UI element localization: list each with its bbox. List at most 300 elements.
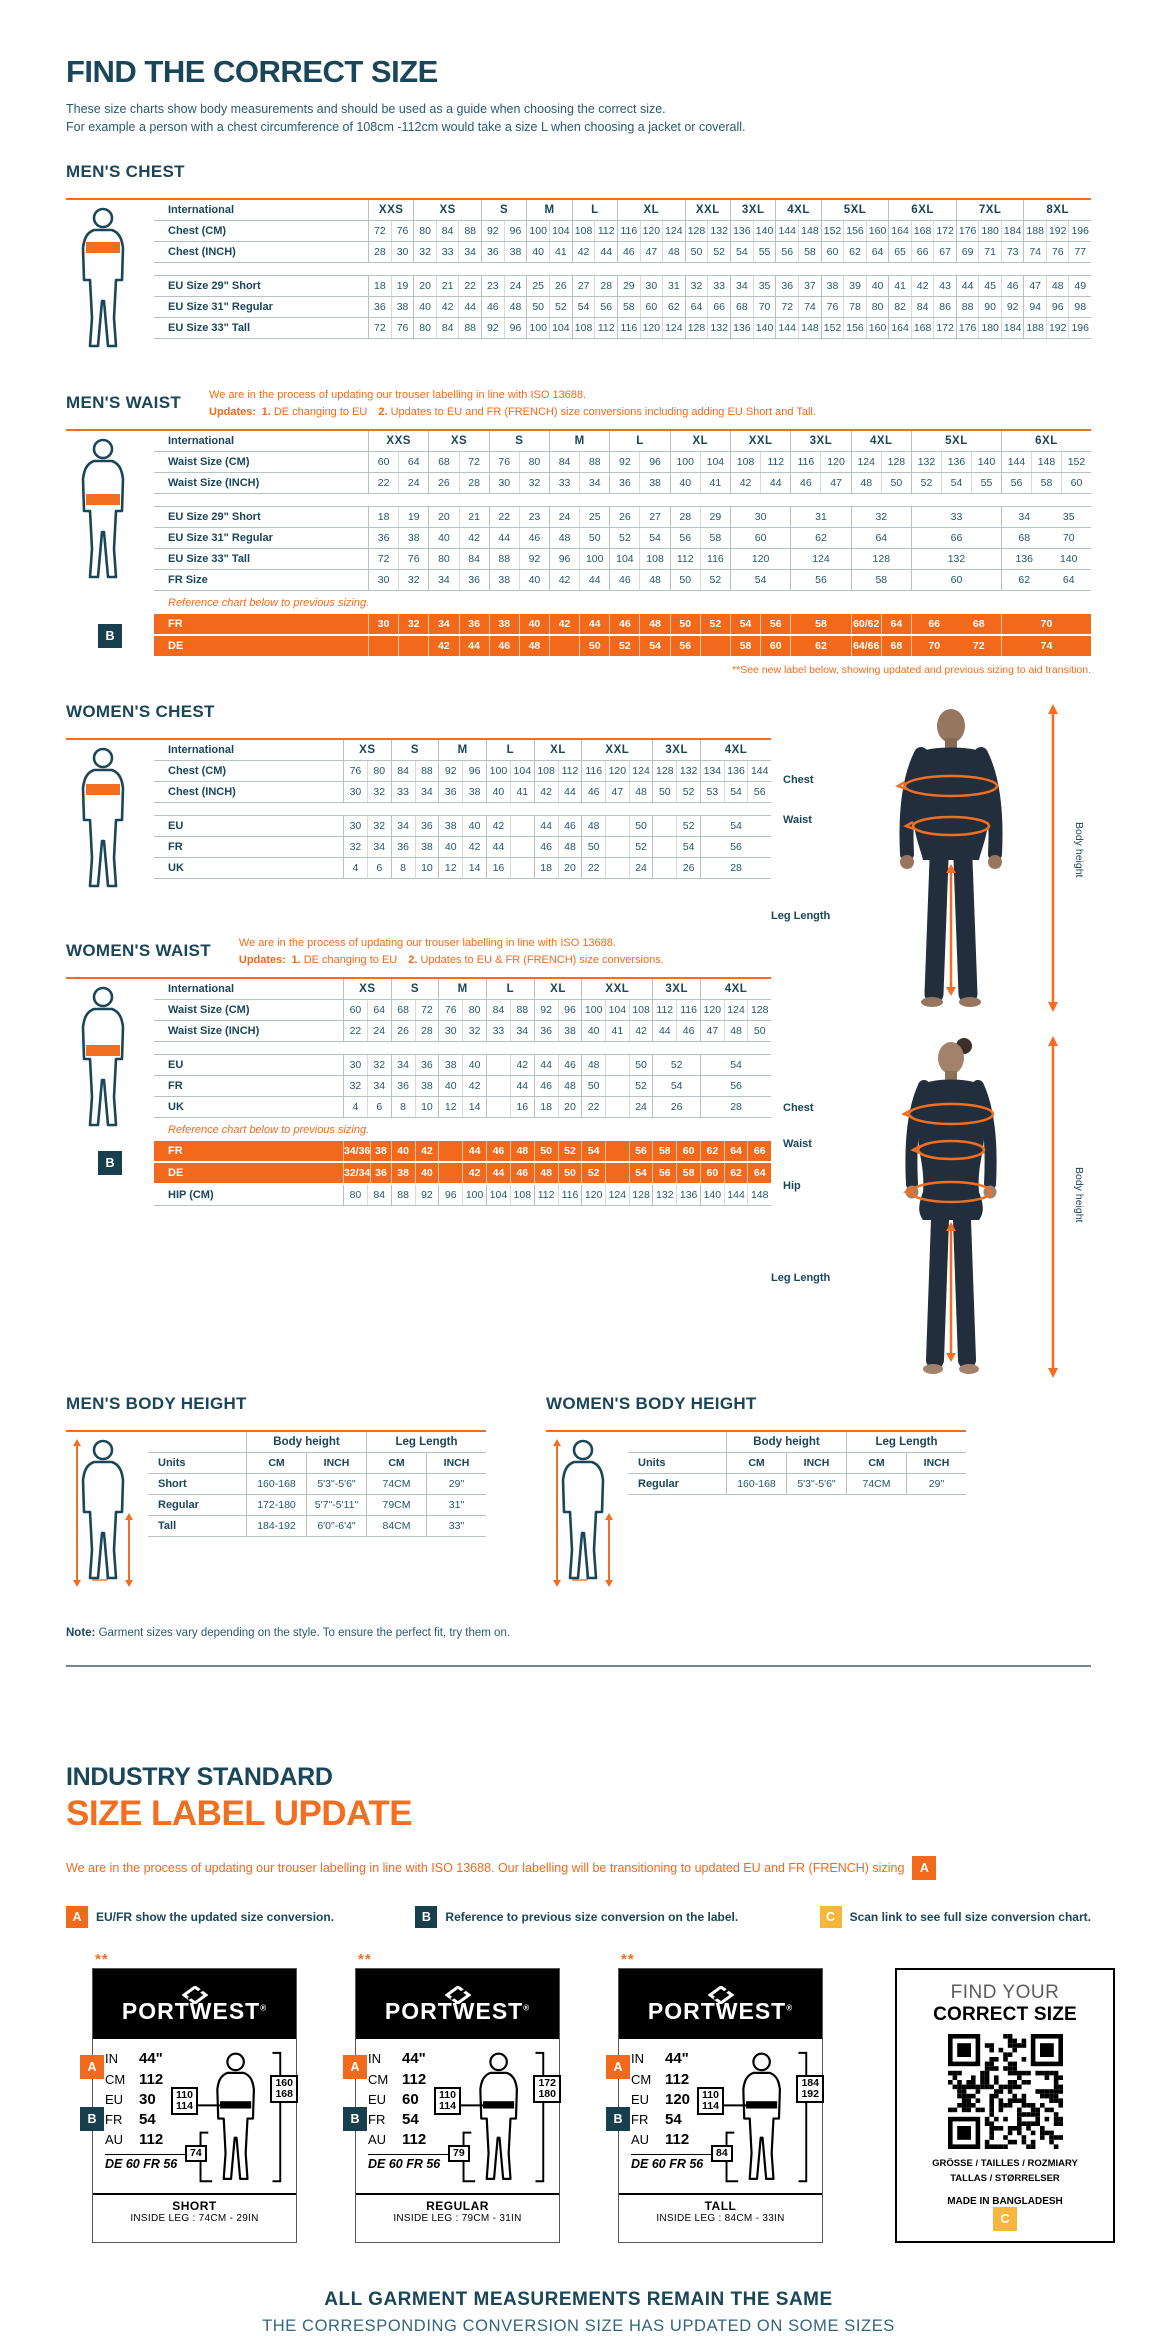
size-group-cell — [670, 528, 730, 548]
row-label: EU — [168, 1059, 184, 1072]
size-value: 116 — [558, 1185, 582, 1205]
brand-name: PORTWEST® — [647, 1997, 794, 2024]
size-value: 20 — [419, 280, 431, 293]
womens-body-height-section — [546, 1394, 966, 1593]
badge-c-icon: C — [993, 2207, 1017, 2231]
size-value — [605, 1076, 629, 1096]
bh-data-row — [148, 1495, 486, 1516]
size-value: 86 — [933, 297, 956, 317]
size-value: 144 — [778, 225, 796, 238]
badge-c-icon: C — [820, 1906, 842, 1928]
size-value: 36 — [397, 841, 409, 854]
size-value: 92 — [519, 549, 549, 569]
size-value: 132 — [676, 761, 700, 781]
size-group-cell — [343, 1055, 391, 1075]
size-group-cell — [581, 1185, 652, 1205]
size-value: 28 — [415, 1021, 439, 1041]
size-value: 32 — [875, 511, 888, 524]
size-group-cell — [343, 782, 391, 802]
size-value: 40 — [532, 246, 544, 259]
inside-leg-text: INSIDE LEG : 74CM - 29IN — [130, 2213, 259, 2225]
size-group-cell — [730, 507, 790, 527]
size-group-cell — [534, 858, 582, 878]
row-label: UK — [168, 862, 184, 875]
size-value: 44 — [558, 782, 582, 802]
table-row — [154, 636, 1091, 658]
size-system: AU — [368, 2132, 387, 2148]
size-group-cell — [428, 636, 488, 656]
size-column-header: 4XL — [775, 200, 820, 220]
size-group-cell — [911, 570, 1001, 590]
womens-chest-table — [154, 740, 771, 901]
size-group-cell — [368, 636, 428, 656]
size-value: 44 — [458, 297, 481, 317]
size-value: 84 — [558, 456, 571, 469]
row-groups — [368, 297, 1091, 317]
size-value: 152 — [1061, 452, 1091, 472]
legend-a-text: EU/FR show the updated size conversion. — [96, 1910, 335, 1925]
size-value: 58 — [622, 301, 635, 314]
size-group-cell — [486, 1000, 534, 1020]
size-value: 124 — [605, 1185, 629, 1205]
size-group-cell — [730, 242, 775, 262]
size-value: 43 — [933, 276, 956, 296]
male-leg-length-label: Leg Length — [771, 910, 831, 923]
size-value: 132 — [656, 1189, 674, 1202]
size-value: 36 — [619, 477, 631, 490]
table-row — [154, 528, 1091, 549]
size-value: 28 — [730, 1101, 742, 1114]
size-group-cell — [438, 1055, 486, 1075]
size-group-cell — [572, 318, 617, 338]
size-value: 120 — [751, 553, 770, 566]
corner-label: International — [168, 435, 235, 448]
size-group-cell — [486, 1163, 534, 1183]
row-groups — [343, 1097, 771, 1117]
size-value: 24 — [629, 858, 653, 878]
size-value: 72 — [459, 452, 489, 472]
table-row — [154, 816, 771, 837]
size-value: 60 — [402, 2090, 419, 2108]
size-value: 74 — [798, 297, 821, 317]
size-column-header: 4XL — [700, 740, 771, 760]
size-value: 48 — [519, 636, 549, 656]
size-group-cell — [700, 1076, 771, 1096]
size-value: 54 — [629, 1163, 653, 1183]
size-value: 38 — [639, 473, 669, 493]
portwest-logo-header — [619, 1969, 822, 2039]
size-value: 44 — [498, 532, 511, 545]
size-value: 128 — [656, 765, 674, 778]
size-group-cell — [617, 276, 685, 296]
size-value: 10 — [415, 858, 439, 878]
previous-sizing-band — [105, 1141, 771, 1185]
table-row — [154, 452, 1091, 473]
size-value: 30 — [377, 618, 390, 631]
row-label: EU Size 31" Regular — [168, 532, 273, 545]
size-value: 60/62 — [853, 618, 880, 631]
closing-line-2: THE CORRESPONDING CONVERSION SIZE HAS UPDATED ON SOME SIZES — [262, 2316, 895, 2335]
size-group-cell — [670, 570, 730, 590]
size-value: 120 — [665, 2090, 691, 2108]
size-value: 112 — [656, 1004, 674, 1017]
size-group-cell — [391, 782, 439, 802]
size-group-cell — [790, 452, 850, 472]
size-value: 128 — [629, 1185, 653, 1205]
size-value: 172 — [933, 221, 956, 241]
size-row — [631, 2049, 709, 2069]
badge-b-icon: B — [80, 2107, 104, 2131]
size-value: 60 — [640, 297, 663, 317]
size-value — [398, 636, 428, 656]
womens-chest-title: WOMEN'S CHEST — [66, 702, 215, 722]
size-value: 44 — [492, 841, 505, 854]
size-group-cell — [486, 1097, 534, 1117]
size-value: 48 — [558, 837, 582, 857]
size-value: 104 — [605, 1000, 629, 1020]
womens-chest-section — [66, 702, 771, 901]
row-label: Waist Size (CM) — [168, 456, 250, 469]
size-value: 80 — [519, 452, 549, 472]
size-column-header: 3XL — [730, 200, 775, 220]
size-group-cell — [413, 242, 481, 262]
size-value: 134 — [703, 765, 722, 778]
size-value: 120 — [584, 1189, 603, 1202]
size-value: 54 — [724, 782, 748, 802]
size-group-cell — [391, 761, 439, 781]
intro-line-1: These size charts show body measurements and should be used as a guide when choosing the correct size. — [66, 102, 666, 116]
size-value: 22 — [377, 477, 390, 490]
table-row — [154, 570, 1091, 591]
size-group-cell — [581, 1076, 652, 1096]
size-value — [700, 636, 730, 656]
size-value: 112 — [537, 1189, 555, 1202]
size-group-cell — [549, 636, 609, 656]
size-value: 62 — [815, 532, 827, 545]
size-group-cell — [534, 816, 582, 836]
female-chest-label: Chest — [783, 1102, 814, 1115]
size-value: 84 — [492, 1004, 505, 1017]
size-value: 180 — [978, 318, 1001, 338]
size-value: 25 — [532, 280, 544, 293]
size-value: 76 — [826, 301, 839, 314]
bh-unit-header: INCH — [306, 1453, 366, 1473]
size-group-cell — [368, 528, 428, 548]
size-value: 48 — [1046, 276, 1069, 296]
size-value: 44 — [459, 636, 489, 656]
size-value: 40 — [462, 816, 486, 836]
row-groups — [343, 1163, 771, 1183]
size-value: 136 — [733, 322, 751, 335]
size-group-cell — [581, 1055, 652, 1075]
size-value: 72 — [972, 640, 985, 653]
size-value: 100 — [529, 225, 547, 238]
size-label-card — [87, 1951, 297, 2243]
mens-waist-title: MEN'S WAIST — [66, 393, 182, 413]
size-value: 42 — [492, 820, 505, 833]
table-row — [154, 242, 1091, 263]
womens-body-height-table — [628, 1432, 966, 1593]
size-value: 34 — [415, 782, 439, 802]
size-value: 40 — [519, 614, 549, 634]
size-value: 34 — [579, 473, 609, 493]
size-value: 50 — [881, 473, 911, 493]
size-value: 180 — [978, 221, 1001, 241]
size-value: 38 — [558, 1021, 582, 1041]
size-group-cell — [956, 297, 1024, 317]
size-value: 64 — [875, 532, 888, 545]
size-column-header: XXL — [685, 200, 730, 220]
size-value: 38 — [391, 297, 414, 317]
size-value: 112 — [139, 2131, 164, 2149]
size-value: 62 — [706, 1145, 719, 1158]
size-column-header: 5XL — [911, 431, 1001, 451]
womens-waist-iso-note — [239, 935, 675, 969]
womens-waist-table — [105, 979, 771, 1206]
size-group-cell — [413, 276, 481, 296]
size-value: 36 — [781, 280, 794, 293]
size-system: FR — [631, 2112, 649, 2127]
size-group-cell — [534, 837, 582, 857]
size-value: 60 — [1061, 473, 1091, 493]
size-group-cell — [609, 452, 669, 472]
size-value: 78 — [843, 297, 866, 317]
size-group-cell — [730, 297, 775, 317]
size-value: 31 — [662, 276, 685, 296]
size-system: FR — [368, 2112, 386, 2127]
size-value: 52 — [558, 1141, 582, 1161]
size-value: 54 — [730, 820, 742, 833]
size-value: 52 — [619, 532, 631, 545]
badge-b-icon: B — [606, 2107, 630, 2131]
size-value: 50 — [579, 636, 609, 656]
size-value: 36 — [377, 532, 390, 545]
size-group-cell — [581, 837, 652, 857]
size-group-cell — [790, 636, 850, 656]
size-value: 48 — [558, 532, 571, 545]
size-system: FR — [105, 2112, 123, 2127]
size-value: 74 — [1040, 640, 1053, 653]
closing-statements — [66, 2289, 1091, 2336]
size-column-header: 8XL — [1023, 200, 1091, 220]
size-group-cell — [652, 837, 700, 857]
size-value: 30 — [444, 1025, 457, 1038]
bh-unit-header: CM — [726, 1453, 786, 1473]
intro-line-2: For example a person with a chest circumference of 108cm -112cm would take a size L when choosing a jacket or coverall. — [66, 120, 746, 135]
size-value: 60 — [349, 1004, 362, 1017]
size-value: 128 — [872, 553, 891, 566]
waist-measure-box: 110 114 — [697, 2087, 724, 2115]
size-value: 188 — [1026, 225, 1044, 238]
size-value: 48 — [639, 614, 669, 634]
table-row — [154, 1055, 771, 1076]
size-value: 64 — [1062, 574, 1075, 587]
size-value: 48 — [540, 1167, 552, 1180]
mens-waist-iso-note — [209, 387, 827, 421]
fit-name: REGULAR — [426, 2199, 489, 2214]
size-value: 44" — [665, 2050, 689, 2068]
size-value: 44 — [540, 820, 552, 833]
size-group-cell — [617, 242, 685, 262]
size-value: 48 — [510, 1141, 534, 1161]
size-value: 44 — [658, 1025, 671, 1038]
fit-name: SHORT — [172, 2199, 217, 2214]
size-value: 62 — [843, 242, 866, 262]
size-group-cell — [413, 318, 481, 338]
size-value: 120 — [703, 1004, 722, 1017]
size-value: 42 — [558, 574, 571, 587]
size-value: 46 — [622, 246, 635, 259]
size-value: 44 — [462, 1141, 486, 1161]
bh-value: 5'7"-5'11" — [306, 1495, 366, 1515]
size-column-header: S — [391, 979, 439, 999]
bh-value: 74CM — [366, 1474, 426, 1494]
size-group-cell — [652, 858, 700, 878]
size-value: 112 — [594, 221, 617, 241]
size-value: 48 — [724, 1021, 748, 1041]
size-value: 22 — [587, 1101, 600, 1114]
size-value: 6 — [367, 858, 391, 878]
size-value: 98 — [1068, 297, 1091, 317]
badge-b-icon: B — [343, 2107, 367, 2131]
bh-value: 5'3"-5'6" — [786, 1474, 846, 1494]
size-column-header: S — [481, 200, 526, 220]
header-groups — [343, 740, 771, 760]
size-value: 70 — [1062, 532, 1075, 545]
size-value: 56 — [679, 640, 692, 653]
bh-value: 5'3"-5'6" — [306, 1474, 366, 1494]
table-gap — [154, 263, 1091, 276]
size-value: 76 — [444, 1004, 457, 1017]
size-group-cell — [391, 1097, 439, 1117]
size-group-cell — [670, 636, 730, 656]
size-group-cell — [609, 549, 669, 569]
qr-title-line-2: CORRECT SIZE — [933, 2004, 1077, 2026]
bh-value: 172-180 — [246, 1495, 306, 1515]
size-value: 50 — [629, 1055, 653, 1075]
size-value: 60 — [826, 246, 839, 259]
size-value: 27 — [577, 280, 590, 293]
size-value: 108 — [639, 549, 669, 569]
size-group-cell — [730, 318, 775, 338]
size-group-cell — [368, 221, 413, 241]
size-value: 40 — [679, 477, 692, 490]
person-outline-icon — [66, 437, 140, 587]
size-value: 34 — [438, 618, 450, 631]
size-value: 116 — [676, 1000, 700, 1020]
measurement-figures-column — [771, 702, 1101, 1384]
size-group-cell — [888, 242, 956, 262]
size-value: 144 — [747, 761, 771, 781]
size-value: 58 — [739, 640, 752, 653]
size-label-card — [350, 1951, 560, 2243]
size-value: 32 — [349, 841, 362, 854]
size-value: 148 — [798, 221, 821, 241]
size-value: 88 — [510, 1000, 534, 1020]
size-value: 44 — [510, 1076, 534, 1096]
size-group-cell — [911, 636, 1001, 656]
table-row — [154, 614, 1091, 636]
size-value: 52 — [920, 477, 933, 490]
size-group-cell — [549, 570, 609, 590]
size-value: 104 — [549, 318, 572, 338]
size-value: 26 — [397, 1025, 409, 1038]
size-group-cell — [534, 782, 582, 802]
size-value: 64 — [398, 452, 428, 472]
size-value: 38 — [498, 618, 511, 631]
female-body-height-label: Body height — [1073, 1167, 1085, 1223]
bh-row-label: Regular — [638, 1478, 679, 1491]
mens-body-height-table — [148, 1432, 486, 1593]
size-value: 46 — [486, 301, 499, 314]
label-person-icon — [446, 2049, 553, 2189]
row-label: Waist Size (INCH) — [168, 1025, 260, 1038]
size-column-header: 5XL — [821, 200, 889, 220]
size-value: 70 — [753, 297, 776, 317]
size-value: 48 — [558, 1076, 582, 1096]
row-label: EU Size 33" Tall — [168, 553, 251, 566]
size-group-cell — [790, 507, 850, 527]
size-value: 24 — [504, 276, 527, 296]
size-group-cell — [911, 507, 1001, 527]
size-value: 100 — [676, 456, 694, 469]
size-value: 30 — [377, 574, 390, 587]
row-groups — [368, 614, 1091, 634]
size-value: 24 — [367, 1021, 391, 1041]
size-value: 80 — [419, 322, 431, 335]
size-value: 38 — [444, 820, 457, 833]
bh-value: 79CM — [366, 1495, 426, 1515]
row-groups — [343, 1141, 771, 1161]
size-value: 84 — [397, 765, 409, 778]
size-value: 46 — [540, 1080, 552, 1093]
size-value: 42 — [462, 837, 486, 857]
person-outline-icon — [66, 746, 140, 896]
size-group-cell — [481, 242, 526, 262]
row-groups — [343, 761, 771, 781]
size-value — [653, 816, 676, 836]
size-group-cell — [368, 318, 413, 338]
size-row — [105, 2049, 183, 2069]
size-group-cell — [534, 1141, 582, 1161]
table-row — [154, 858, 771, 879]
size-value: 96 — [504, 221, 527, 241]
size-value: 80 — [367, 761, 391, 781]
size-group-cell — [851, 507, 911, 527]
size-group-cell — [1001, 570, 1091, 590]
size-value: 47 — [640, 242, 663, 262]
inseam-measure-box: 79 — [448, 2145, 470, 2162]
size-value: 88 — [397, 1189, 409, 1202]
size-group-cell — [730, 221, 775, 241]
qr-code-graphic — [948, 2034, 1063, 2149]
row-groups — [343, 1055, 771, 1075]
size-group-cell — [730, 276, 775, 296]
size-value: 32 — [367, 1055, 391, 1075]
size-value: 33 — [950, 511, 963, 524]
size-group-cell — [670, 614, 730, 634]
size-value: 188 — [1026, 322, 1044, 335]
size-value: 50 — [558, 1163, 582, 1183]
size-value: 108 — [510, 1185, 534, 1205]
size-label-cards — [66, 1951, 1091, 2243]
bh-unit-header: INCH — [426, 1453, 486, 1473]
intro-paragraph — [66, 100, 1091, 136]
qr-languages-line-2: TALLAS / STØRRELSER — [950, 2172, 1060, 2184]
size-group-cell — [730, 636, 790, 656]
size-value: 92 — [486, 322, 499, 335]
size-value: 22 — [349, 1025, 362, 1038]
